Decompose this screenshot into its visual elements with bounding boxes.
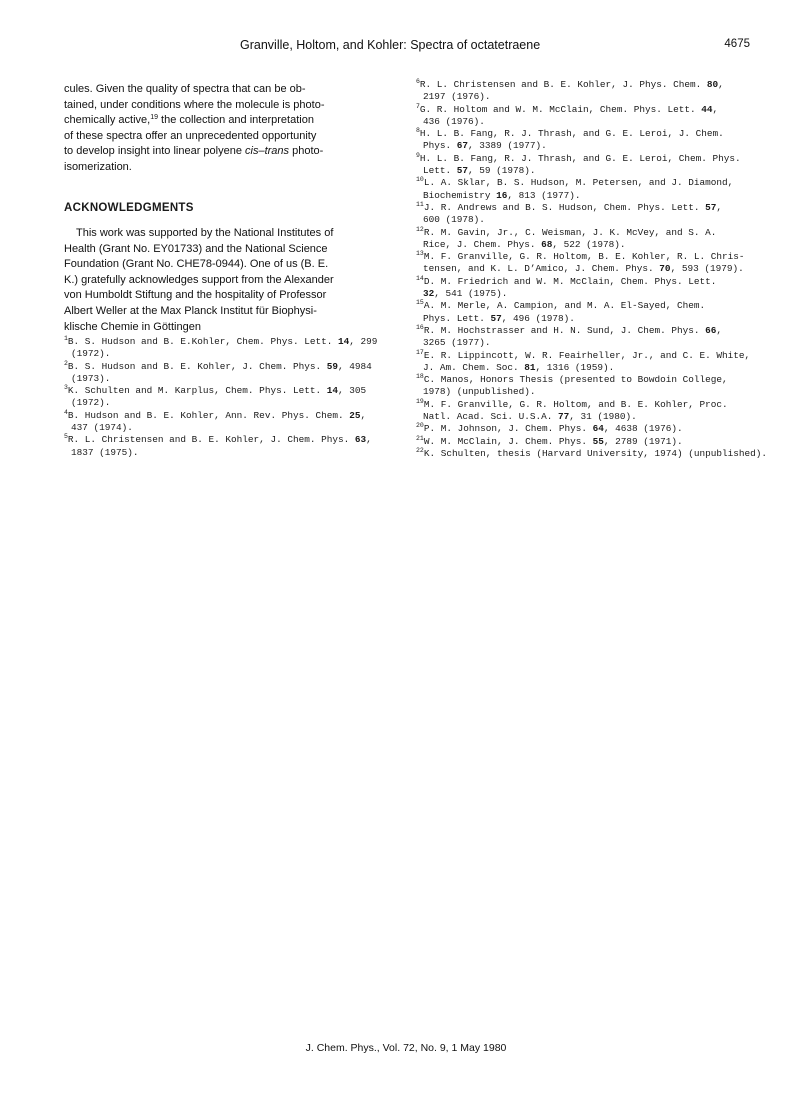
reference-text: M. F. Granville, G. R. Holtom, B. E. Kohler, R. L. Chris- <box>423 251 745 263</box>
reference-text: R. L. Christensen and B. E. Kohler, J. Phys. Chem. <box>419 79 707 90</box>
reference-number: 4 <box>64 408 68 416</box>
reference-text: R. L. Christensen and B. E. Kohler, J. Chem. Phys. <box>67 434 355 446</box>
reference-text: tensen, and K. L. D’Amico, J. Chem. Phys. <box>423 263 660 275</box>
reference-text: Phys. Lett. <box>423 312 491 324</box>
reference-text: , 299 <box>349 336 378 347</box>
reference-text: E. R. Lippincott, W. R. Feairheller, Jr., and C. E. White, <box>423 349 751 361</box>
reference-number: 15 <box>416 299 424 307</box>
reference-text: (1972). <box>71 397 111 409</box>
reference-line <box>64 397 377 409</box>
reference-text: (1972). <box>71 348 111 360</box>
reference-text: (1973). <box>71 372 111 384</box>
reference-text: , <box>718 79 724 90</box>
volume-number: 67 <box>456 140 469 152</box>
intro-line: of these spectra offer an unprecedented opportunity <box>64 129 317 142</box>
reference-entry <box>416 153 754 178</box>
reference-entry <box>64 434 377 459</box>
citation-superscript: 19 <box>150 114 158 122</box>
reference-number: 1 <box>64 335 68 342</box>
reference-text: L. A. Sklar, B. S. Hudson, M. Petersen, and J. Diamond, <box>423 177 734 189</box>
running-title: Granville, Holtom, and Kohler: Spectra of octatetraene <box>240 38 541 52</box>
reference-text: J. Am. Chem. Soc. <box>423 361 525 373</box>
reference-text: , 305 <box>337 385 367 397</box>
reference-line <box>416 423 754 435</box>
reference-line <box>64 361 377 373</box>
reference-number: 19 <box>416 397 424 405</box>
volume-number: 55 <box>592 435 604 447</box>
reference-text: 2197 (1976). <box>423 91 491 103</box>
reference-text: B. S. Hudson and B. E. Kohler, J. Chem. Phys. <box>67 360 327 372</box>
reference-number: 9 <box>416 151 420 159</box>
ack-line: This work was supported by the National Institutes of <box>76 227 334 239</box>
reference-text: G. R. Holtom and W. M. McClain, Chem. Phys. Lett. <box>419 103 702 115</box>
reference-line <box>416 165 754 177</box>
reference-number: 14 <box>416 274 424 282</box>
reference-text: M. F. Granville, G. R. Holtom, and B. E. Kohler, Proc. <box>423 398 728 410</box>
ack-line: K.) gratefully acknowledges support from the Alexander <box>64 273 334 286</box>
reference-text: R. M. Gavin, Jr., C. Weisman, J. K. McVey, and S. A. <box>423 226 717 238</box>
reference-text: P. M. Johnson, J. Chem. Phys. <box>423 423 593 435</box>
page-number: 4675 <box>724 38 750 50</box>
reference-line <box>64 447 377 459</box>
reference-line <box>416 288 754 300</box>
reference-list-left <box>64 336 377 459</box>
reference-text: , 3389 (1977). <box>468 140 547 152</box>
reference-line <box>416 263 754 275</box>
reference-line <box>416 190 754 202</box>
reference-text: 3265 (1977). <box>423 337 491 349</box>
reference-text: J. R. Andrews and B. S. Hudson, Chem. Phys. Lett. <box>423 201 706 213</box>
reference-line <box>64 336 377 348</box>
reference-text: , 2789 (1971). <box>603 435 683 447</box>
ack-line: Health (Grant No. EY01733) and the National Science <box>64 242 328 255</box>
intro-paragraph <box>64 82 382 176</box>
reference-entry <box>416 251 754 276</box>
reference-number: 21 <box>416 434 424 442</box>
reference-text: , 59 (1978). <box>468 165 536 177</box>
reference-entry <box>416 446 767 460</box>
reference-text: R. M. Hochstrasser and H. N. Sund, J. Chem. Phys. <box>423 324 706 336</box>
reference-number: 8 <box>416 127 420 135</box>
reference-text: 600 (1978). <box>423 214 485 226</box>
reference-entry <box>416 202 754 227</box>
volume-number: 70 <box>659 263 671 275</box>
reference-line <box>416 399 754 411</box>
italic-term: cis–trans <box>245 145 290 158</box>
volume-number: 77 <box>558 411 570 423</box>
reference-line <box>416 140 754 152</box>
reference-number: 5 <box>64 433 68 441</box>
reference-number: 10 <box>416 176 424 184</box>
reference-text: D. M. Friedrich and W. M. McClain, Chem. Phys. Lett. <box>423 275 717 287</box>
volume-number: 14 <box>326 385 338 397</box>
reference-text: 1978) (unpublished). <box>423 386 536 398</box>
reference-text: , 4638 (1976). <box>603 423 683 435</box>
reference-line <box>64 410 377 422</box>
ack-line: klische Chemie in Göttingen <box>64 320 201 333</box>
reference-entry <box>416 374 754 399</box>
reference-line <box>416 91 754 103</box>
reference-text: , <box>712 103 719 115</box>
reference-text: Phys. <box>423 140 457 152</box>
volume-number: 66 <box>705 324 717 336</box>
volume-number: 44 <box>701 103 713 115</box>
journal-footer: J. Chem. Phys., Vol. 72, No. 9, 1 May 1980 <box>305 1042 507 1054</box>
reference-list-right <box>416 78 767 460</box>
intro-line: isomerization. <box>64 160 132 173</box>
acknowledgments-paragraph <box>64 226 334 335</box>
reference-text: , <box>366 434 372 446</box>
reference-text: B. S. Hudson and B. E.Kohler, Chem. Phys. Lett. <box>67 336 338 347</box>
volume-number: 81 <box>524 361 536 373</box>
reference-line <box>416 362 754 374</box>
reference-line <box>64 434 377 446</box>
reference-text: , 31 (1980). <box>569 411 637 423</box>
reference-line <box>416 116 754 128</box>
reference-line <box>416 337 754 349</box>
reference-text: Biochemistry <box>423 189 497 201</box>
reference-entry <box>416 300 754 325</box>
reference-entry <box>416 227 754 252</box>
reference-entry <box>64 410 377 435</box>
reference-line <box>416 177 754 189</box>
volume-number: 68 <box>541 238 553 250</box>
reference-number: 7 <box>416 102 420 110</box>
reference-entry <box>416 104 754 129</box>
volume-number: 57 <box>490 312 502 324</box>
volume-number: 63 <box>354 434 367 446</box>
reference-number: 13 <box>416 250 424 258</box>
reference-number: 12 <box>416 225 424 233</box>
reference-entry <box>416 79 754 104</box>
reference-line <box>64 348 377 360</box>
intro-line: chemically active,$^{19}$ the collection and interpretation <box>64 114 314 127</box>
reference-line <box>64 385 377 397</box>
reference-entry <box>416 423 754 435</box>
reference-text: Natl. Acad. Sci. U.S.A. <box>423 411 559 423</box>
reference-text: 436 (1976). <box>423 115 485 127</box>
running-header <box>240 38 750 56</box>
reference-text: , 541 (1975). <box>434 288 508 300</box>
reference-line <box>64 373 377 385</box>
reference-number: 16 <box>416 323 424 331</box>
reference-line <box>416 214 754 226</box>
reference-line <box>416 386 754 398</box>
intro-line: to develop insight into linear polyene cis–trans photo- <box>64 145 324 158</box>
reference-line <box>416 251 754 263</box>
reference-entry <box>416 325 754 350</box>
left-column <box>64 82 382 458</box>
reference-number: 22 <box>416 446 424 454</box>
volume-number: 25 <box>349 409 361 421</box>
reference-text: , <box>716 201 723 213</box>
reference-number: 17 <box>416 348 424 356</box>
reference-text: , 813 (1977). <box>507 189 581 201</box>
reference-text: , 4984 <box>337 360 372 372</box>
reference-number: 3 <box>64 384 68 392</box>
reference-line <box>416 276 754 288</box>
reference-line <box>64 422 377 434</box>
volume-number: 64 <box>592 423 604 435</box>
reference-text: H. L. B. Fang, R. J. Thrash, and G. E. Leroi, Chem. Phys. <box>419 152 741 164</box>
volume-number: 59 <box>326 360 338 372</box>
volume-number: 14 <box>337 336 350 347</box>
reference-line <box>416 128 754 140</box>
reference-line <box>416 239 754 251</box>
volume-number: 32 <box>423 288 435 300</box>
reference-line <box>416 325 754 337</box>
reference-entry <box>416 399 754 424</box>
reference-number: 2 <box>64 359 68 367</box>
reference-text: , 496 (1978). <box>501 312 575 324</box>
reference-text: Rice, J. Chem. Phys. <box>423 238 542 250</box>
reference-text: A. M. Merle, A. Campion, and M. A. El-Sayed, Chem. <box>423 300 706 312</box>
reference-line <box>416 300 754 312</box>
reference-text: K. Schulten and M. Karplus, Chem. Phys. Lett. <box>67 385 327 397</box>
reference-number: 6 <box>416 78 420 85</box>
reference-line <box>416 153 754 165</box>
reference-entry <box>64 385 377 410</box>
reference-entry <box>416 350 754 375</box>
volume-number: 80 <box>706 79 719 90</box>
reference-text: H. L. B. Fang, R. J. Thrash, and G. E. Leroi, J. Chem. <box>419 128 724 140</box>
volume-number: 16 <box>496 189 508 201</box>
reference-text: 437 (1974). <box>71 422 133 434</box>
reference-text: C. Manos, Honors Thesis (presented to Bowdoin College, <box>423 374 728 386</box>
reference-line <box>416 374 754 386</box>
reference-line <box>416 411 754 423</box>
intro-line: tained, under conditions where the molecule is photo- <box>64 98 325 111</box>
reference-line <box>416 79 754 91</box>
reference-line <box>416 446 767 460</box>
reference-text: B. Hudson and B. E. Kohler, Ann. Rev. Phys. Chem. <box>67 409 350 421</box>
reference-number: 18 <box>416 373 424 381</box>
reference-entry <box>64 361 377 386</box>
volume-number: 57 <box>456 165 469 177</box>
reference-number: 20 <box>416 422 424 430</box>
reference-entry <box>416 436 754 448</box>
reference-line <box>416 202 754 214</box>
reference-line <box>416 104 754 116</box>
reference-text: W. M. McClain, J. Chem. Phys. <box>423 435 593 447</box>
reference-entry <box>416 177 754 202</box>
ack-line: Foundation (Grant No. CHE78-0944). One of us (B. E. <box>64 258 329 271</box>
reference-text: , <box>360 409 367 421</box>
reference-text: 1837 (1975). <box>71 446 139 458</box>
reference-entry <box>64 336 377 361</box>
reference-entry <box>416 276 754 301</box>
reference-text: Lett. <box>423 165 457 177</box>
acknowledgments-heading: ACKNOWLEDGMENTS <box>64 202 194 214</box>
ack-line: von Humboldt Stiftung and the hospitality of Professor <box>64 289 327 302</box>
ack-line: Albert Weller at the Max Planck Institut für Biophysi- <box>64 304 317 317</box>
reference-line <box>416 313 754 325</box>
reference-line <box>416 227 754 239</box>
reference-entry <box>416 128 754 153</box>
reference-number: 11 <box>416 200 424 208</box>
reference-text: , 1316 (1959). <box>535 361 615 373</box>
intro-line: cules. Given the quality of spectra that can be ob- <box>64 83 306 95</box>
reference-text: , <box>716 324 723 336</box>
volume-number: 57 <box>705 201 717 213</box>
reference-text: , 522 (1978). <box>552 238 626 250</box>
reference-line <box>416 436 754 448</box>
reference-text: K. Schulten, thesis (Harvard University, 1974) (unpublished). <box>423 447 767 459</box>
reference-line <box>416 350 754 362</box>
reference-text: , 593 (1979). <box>670 263 744 275</box>
